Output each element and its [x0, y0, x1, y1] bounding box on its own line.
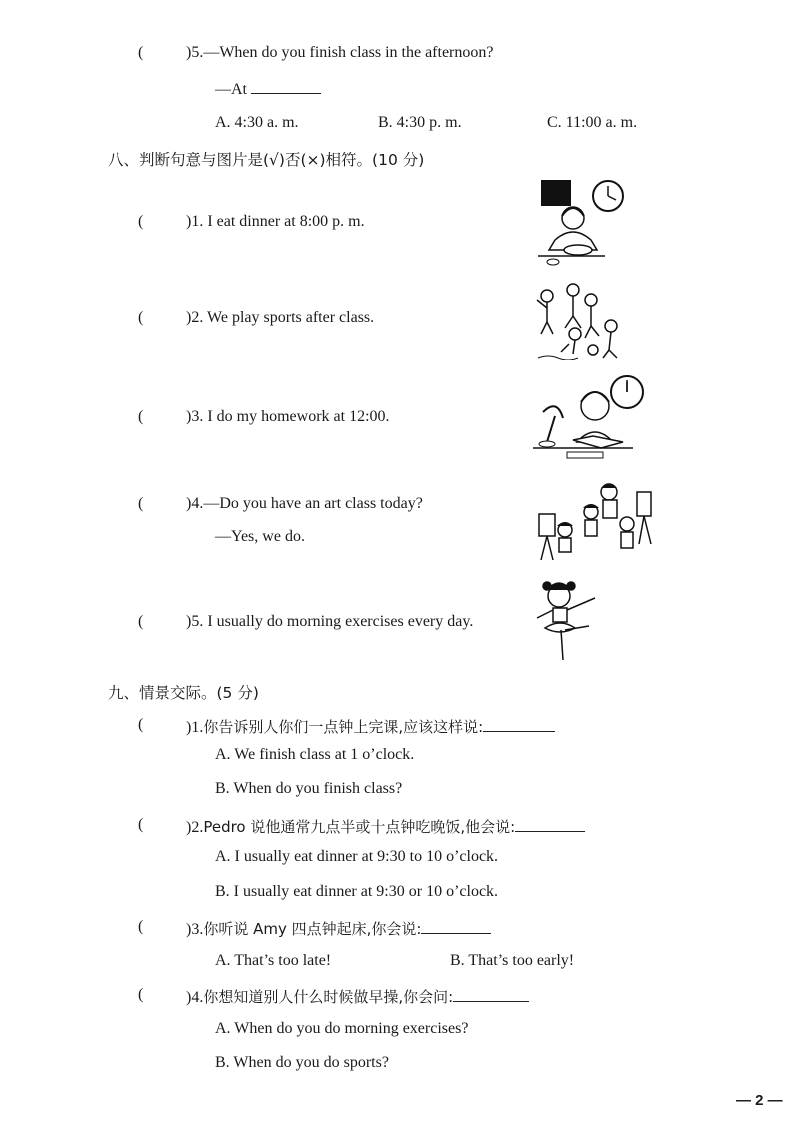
dinner-illustration [533, 178, 633, 268]
section-8-title: 八、判断句意与图片是(√)否(×)相符。(10 分) [108, 151, 425, 169]
option-c: C. 11:00 a. m. [547, 114, 638, 131]
section-8-item-5: )5. I usually do morning exercises every day. [186, 613, 474, 630]
option-b: B. When do you finish class? [215, 780, 403, 797]
option-a: A. I usually eat dinner at 9:30 to 10 o’clock. [215, 848, 499, 865]
answer-blank[interactable] [483, 717, 555, 732]
section-8-item-4: )4.—Do you have an art class today? [186, 495, 423, 512]
art-class-illustration [533, 478, 659, 564]
option-a: A. When do you do morning exercises? [215, 1020, 469, 1037]
question-7-5: )5.—When do you finish class in the afternoon? [186, 44, 494, 61]
section-9-item-1: )1.你告诉别人你们一点钟上完课,应该这样说: [186, 716, 555, 737]
answer-blank[interactable] [421, 919, 491, 934]
homework-illustration [533, 372, 645, 464]
section-8-item-2: )2. We play sports after class. [186, 309, 375, 326]
answer-blank[interactable] [453, 987, 529, 1002]
answer-blank[interactable] [515, 817, 585, 832]
answer-line: —At [215, 79, 321, 99]
section-8-item-1: )1. I eat dinner at 8:00 p. m. [186, 213, 365, 230]
sports-illustration [533, 278, 633, 360]
option-a: A. 4:30 a. m. [215, 114, 299, 131]
option-a: A. We finish class at 1 o’clock. [215, 746, 415, 763]
page-number: — 2 — [736, 1092, 783, 1109]
section-9-title: 九、情景交际。(5 分) [108, 684, 259, 702]
option-b: B. 4:30 p. m. [378, 114, 462, 131]
option-b: B. That’s too early! [450, 952, 575, 969]
option-a: A. That’s too late! [215, 952, 332, 969]
section-9-item-3: )3.你听说 Amy 四点钟起床,你会说: [186, 918, 491, 939]
section-8-item-4-answer: —Yes, we do. [215, 528, 305, 545]
dancing-girl-illustration [533, 580, 603, 664]
section-8-item-3: )3. I do my homework at 12:00. [186, 408, 390, 425]
section-9-item-2: )2.Pedro 说他通常九点半或十点钟吃晚饭,他会说: [186, 816, 585, 837]
option-b: B. I usually eat dinner at 9:30 or 10 o’clock. [215, 883, 499, 900]
option-b: B. When do you do sports? [215, 1054, 389, 1071]
section-9-item-4: )4.你想知道别人什么时候做早操,你会问: [186, 986, 529, 1007]
answer-blank[interactable] [251, 79, 321, 94]
